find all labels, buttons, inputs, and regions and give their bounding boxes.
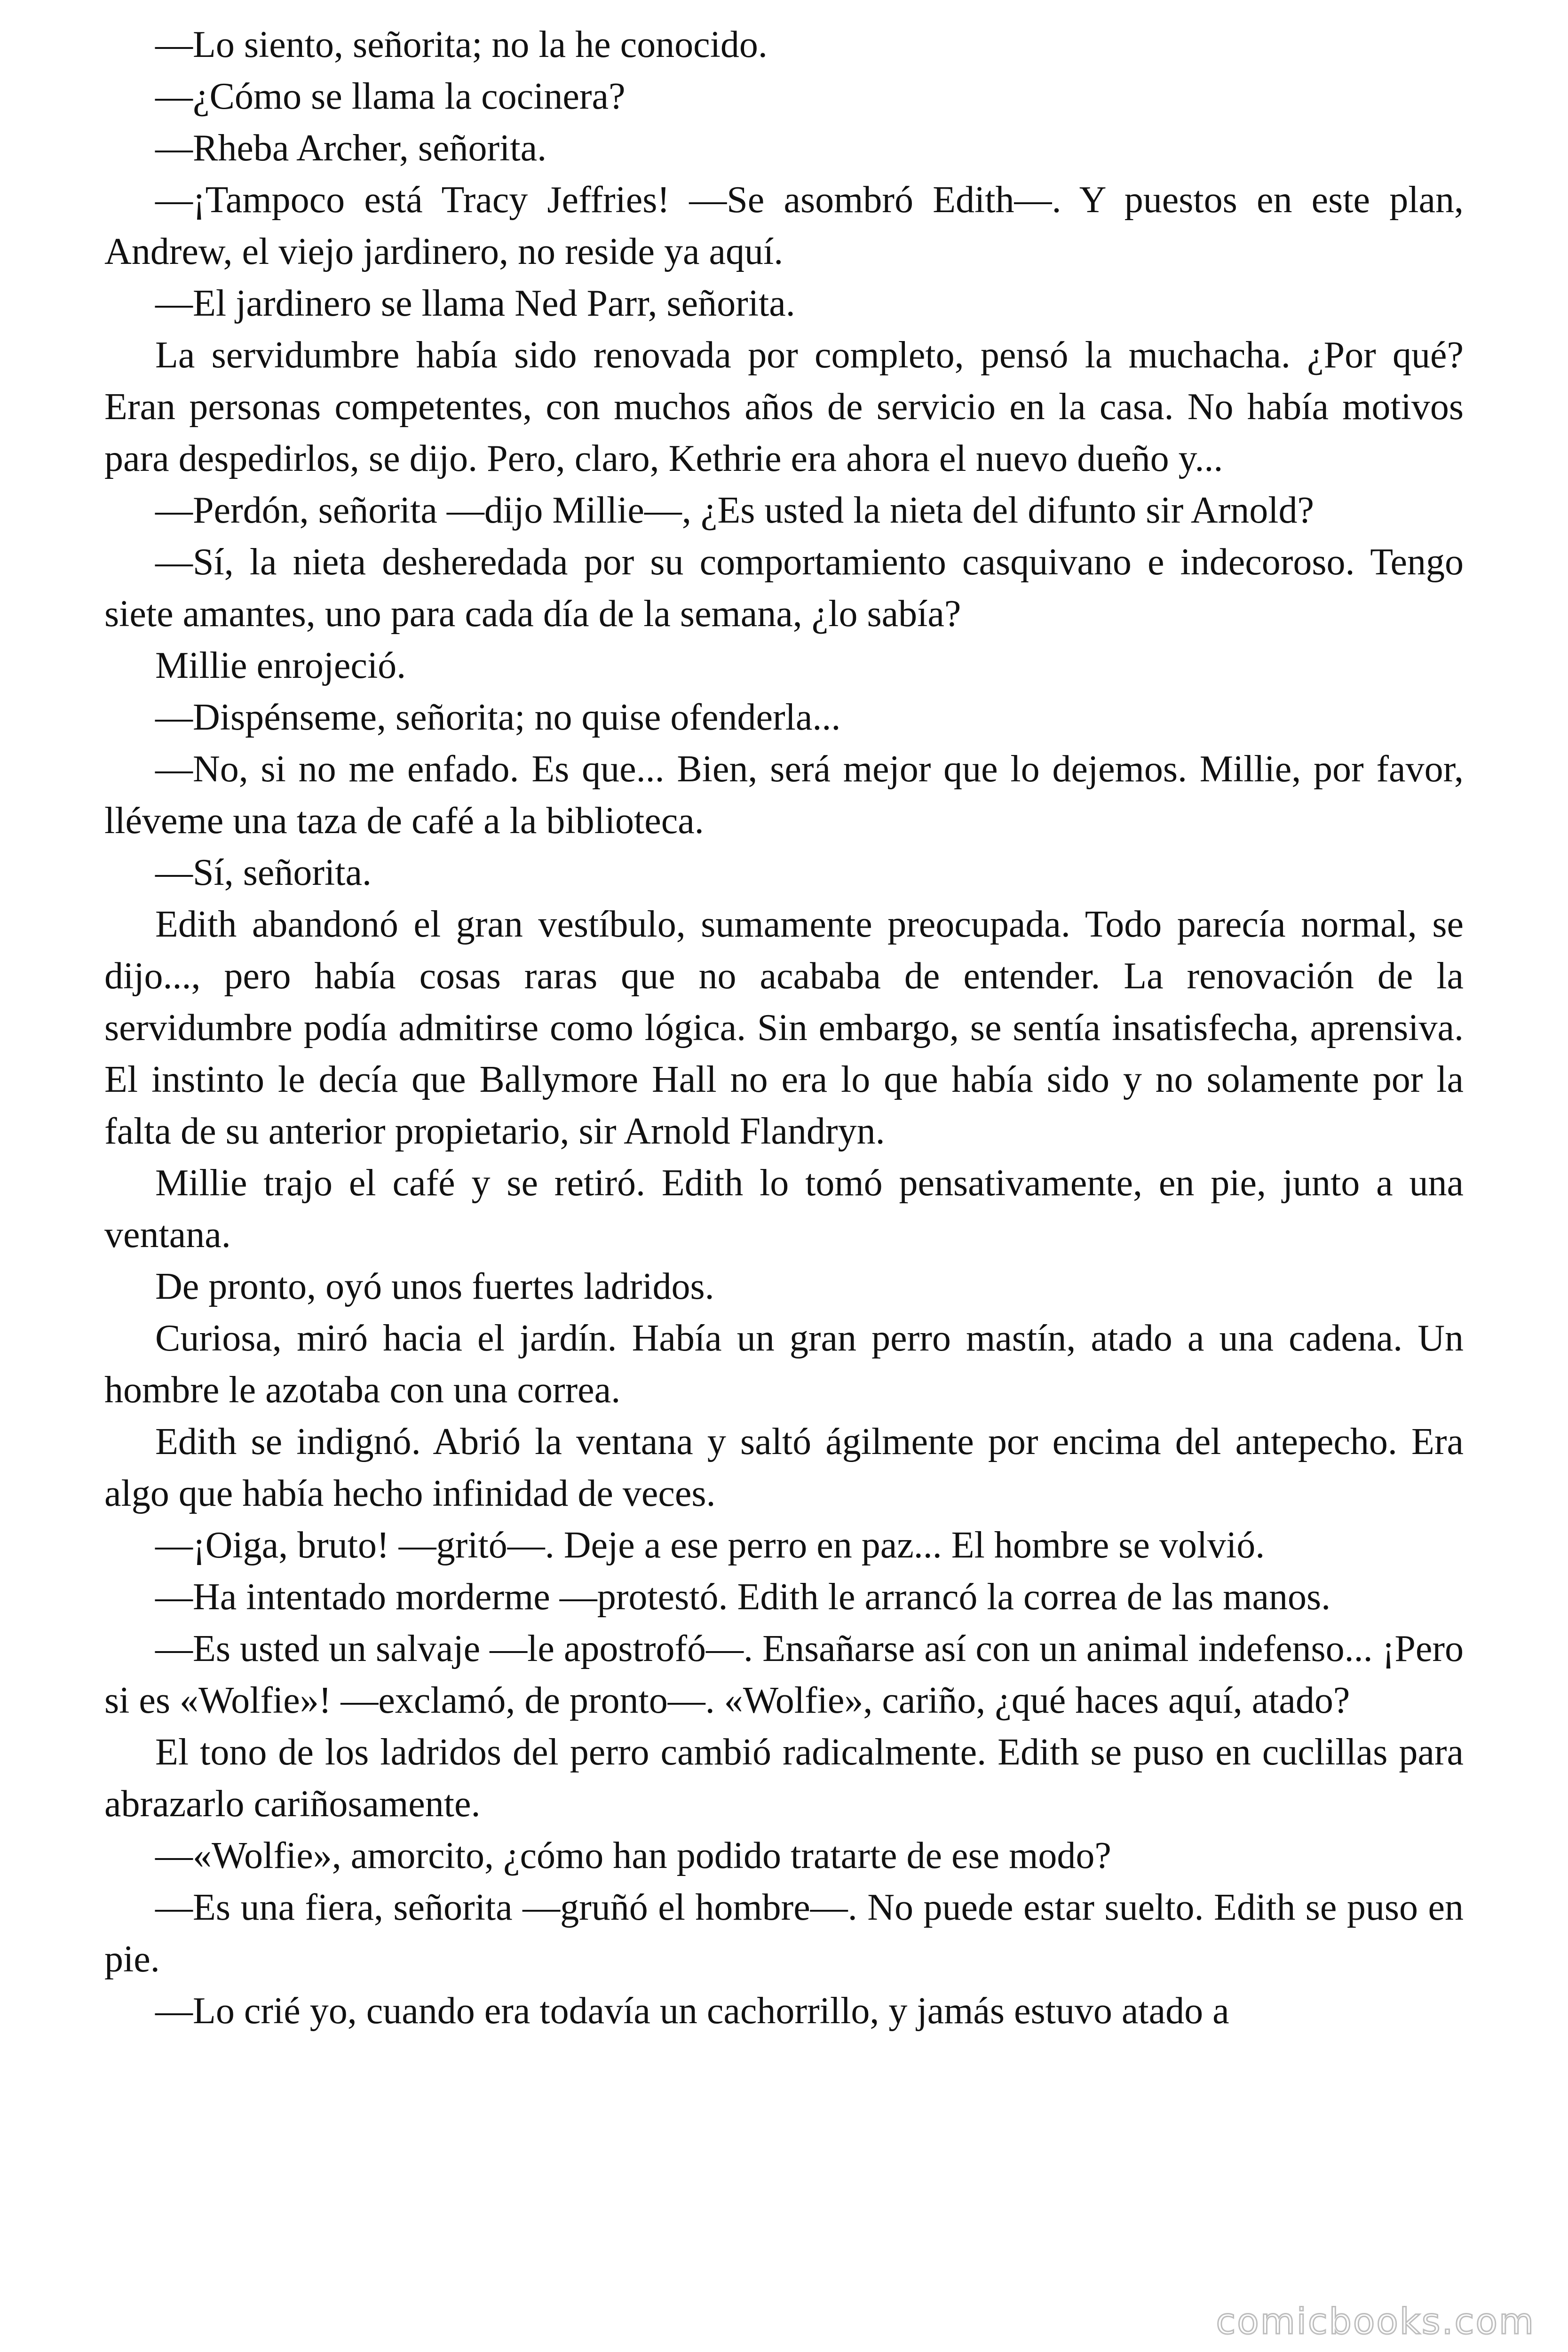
paragraph-23: —Es una fiera, señorita —gruñó el hombre—. No puede estar suelto. Edith se puso en pie. [104,1887,1464,1980]
paragraph-18: —¡Oiga, bruto! —gritó—. Deje a ese perro en paz... El hombre se volvió. [155,1525,1265,1566]
paragraph-16: Curiosa, miró hacia el jardín. Había un gran perro mastín, atado a una cadena. Un hombre le azotaba con una correa. [104,1318,1464,1411]
paragraph-3: —Rheba Archer, señorita. [155,127,547,169]
paragraph-15: De pronto, oyó unos fuertes ladridos. [155,1266,714,1307]
paragraph-14: Millie trajo el café y se retiró. Edith lo tomó pensativamente, en pie, junto a una ventana. [104,1162,1464,1255]
paragraph-19: —Ha intentado morderme —protestó. Edith le arrancó la correa de las manos. [155,1576,1331,1618]
paragraph-4: —¡Tampoco está Tracy Jeffries! —Se asombró Edith—. Y puestos en este plan, Andrew, el viejo jardinero, no reside ya aquí. [104,179,1464,272]
paragraph-5: —El jardinero se llama Ned Parr, señorita. [155,283,795,324]
paragraph-24: —Lo crié yo, cuando era todavía un cachorrillo, y jamás estuvo atado a [155,1990,1229,2032]
paragraph-1: —Lo siento, señorita; no la he conocido. [155,24,768,65]
paragraph-20: —Es usted un salvaje —le apostrofó—. Ensañarse así con un animal indefenso... ¡Pero si es «Wolfie»! —exclamó, de pronto—. «Wolfie», cariño, ¿qué haces aquí, atado? [104,1628,1464,1721]
paragraph-10: —Dispénseme, señorita; no quise ofenderla... [155,697,841,738]
paragraph-8: —Sí, la nieta desheredada por su comportamiento casquivano e indecoroso. Tengo siete amantes, uno para cada día de la semana, ¿lo sabía? [104,541,1464,635]
paragraph-22: —«Wolfie», amorcito, ¿cómo han podido tratarte de ese modo? [155,1835,1111,1876]
paragraph-7: —Perdón, señorita —dijo Millie—, ¿Es usted la nieta del difunto sir Arnold? [155,490,1315,531]
watermark: comicbooks.com [1216,2300,1535,2342]
paragraph-17: Edith se indignó. Abrió la ventana y saltó ágilmente por encima del antepecho. Era algo que había hecho infinidad de veces. [104,1421,1464,1514]
paragraph-13: Edith abandonó el gran vestíbulo, sumamente preocupada. Todo parecía normal, se dijo..., pero había cosas raras que no acababa de entender. La renovación de la servidumbre podía admitirse como lógica. Sin embargo, se sentía insatisfecha, aprensiva. El instinto le decía que Ballymore Hall no era lo que había sido y no solamente por la falta de su anterior propietario, sir Arnold Flandryn. [104,904,1464,1152]
book-page-text [104,19,1464,2037]
paragraph-11: —No, si no me enfado. Es que... Bien, será mejor que lo dejemos. Millie, por favor, lléveme una taza de café a la biblioteca. [104,748,1464,842]
paragraph-9: Millie enrojeció. [155,645,406,686]
paragraph-12: —Sí, señorita. [155,852,372,893]
paragraph-21: El tono de los ladridos del perro cambió radicalmente. Edith se puso en cuclillas para abrazarlo cariñosamente. [104,1732,1464,1825]
paragraph-6: La servidumbre había sido renovada por completo, pensó la muchacha. ¿Por qué? Eran personas competentes, con muchos años de servicio en la casa. No había motivos para despedirlos, se dijo. Pero, claro, Kethrie era ahora el nuevo dueño y... [104,334,1464,479]
paragraph-2: —¿Cómo se llama la cocinera? [155,76,626,117]
